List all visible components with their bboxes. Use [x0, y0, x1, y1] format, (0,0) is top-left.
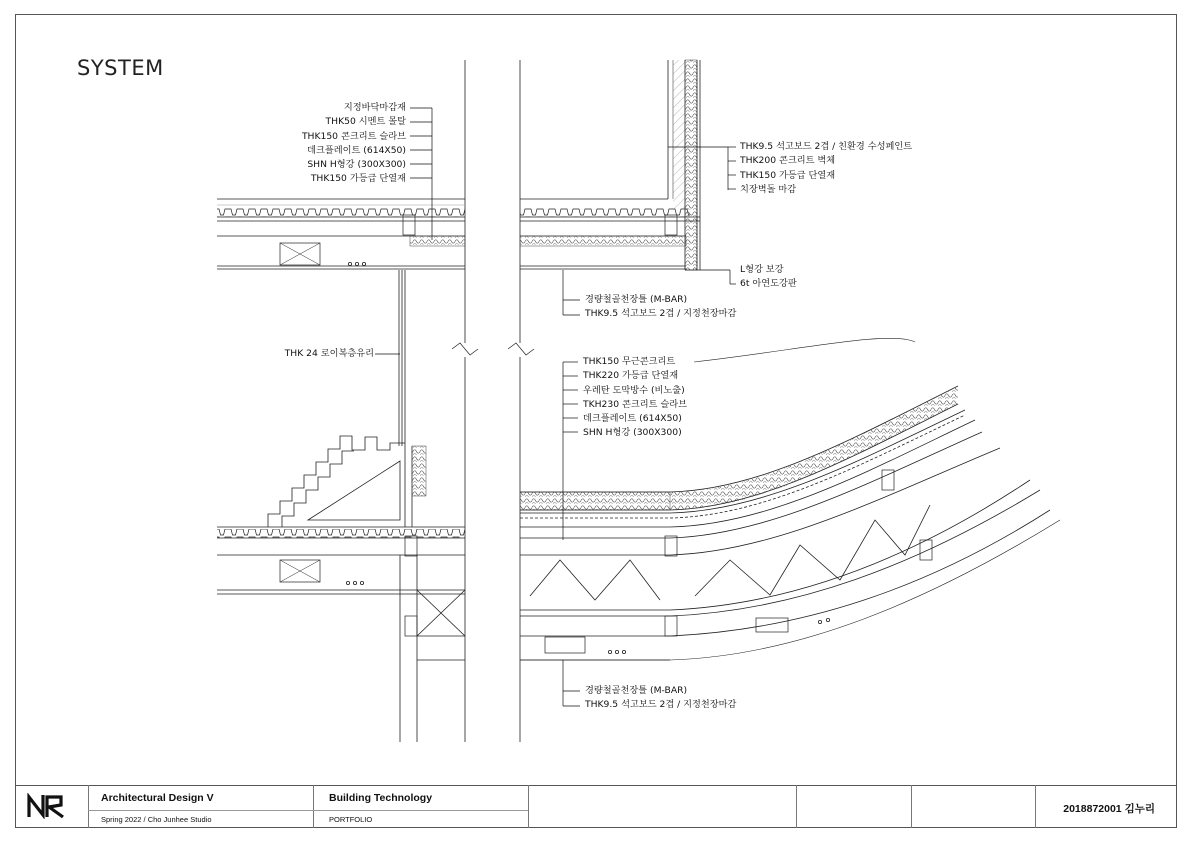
- upper-ceiling-annotations: [585, 293, 736, 322]
- annotation-line: 데크플레이트 (614X50): [583, 413, 682, 425]
- wall-annotations: [740, 140, 912, 197]
- title-block-top-border: [15, 785, 1177, 786]
- annotation-line: THK 24 로이복층유리: [284, 348, 374, 359]
- course-semester: Spring 2022 / Cho Junhee Studio: [101, 815, 212, 824]
- page-title: SYSTEM: [77, 56, 164, 80]
- student-id-name: 2018872001 김누리: [1063, 803, 1155, 815]
- annotation-line: THK220 가등급 단열재: [583, 370, 679, 382]
- annotation-line: 지정바닥마감재: [343, 102, 406, 113]
- annotation-line: TKH230 콘크리트 슬라브: [583, 398, 688, 410]
- annotation-line: THK50 시멘트 몰탈: [325, 116, 406, 128]
- annotation-line: THK150 가등급 단열재: [310, 173, 406, 185]
- title-block-divider: [528, 785, 529, 828]
- annotation-line: 경량철골천장틀 (M-BAR): [585, 294, 688, 305]
- title-block-divider: [796, 785, 797, 828]
- annotation-line: THK9.5 석고보드 2겹 / 지정천장마감: [585, 308, 737, 320]
- title-block-rule: [88, 810, 528, 811]
- annotation-line: 우레탄 도막방수 (비노출): [583, 384, 685, 396]
- course-name: Architectural Design V: [101, 792, 214, 804]
- annotation-line: SHN H형강 (300X300): [307, 159, 406, 171]
- title-block-divider: [1035, 785, 1036, 828]
- annotation-line: 치장벽돌 마감: [740, 183, 797, 195]
- document-type: PORTFOLIO: [329, 815, 373, 824]
- annotation-line: THK150 가등급 단열재: [740, 169, 836, 181]
- steel-angle-annotations: [740, 263, 797, 292]
- annotation-line: 경량철골천장틀 (M-BAR): [585, 685, 688, 696]
- glass-annotation: [285, 347, 374, 361]
- annotation-line: THK200 콘크리트 벽체: [740, 155, 836, 167]
- subject-name: Building Technology: [329, 792, 433, 804]
- title-block-divider: [88, 785, 89, 828]
- annotation-line: THK150 무근콘크리트: [583, 356, 676, 367]
- upper-floor-annotations: [302, 101, 406, 187]
- annotation-line: L형강 보강: [740, 264, 784, 275]
- title-block-divider: [911, 785, 912, 828]
- annotation-line: THK150 콘크리트 슬라브: [301, 130, 406, 142]
- lower-ceiling-annotations: [585, 684, 736, 713]
- annotation-line: 데크플레이트 (614X50): [307, 144, 406, 156]
- annotation-line: THK9.5 석고보드 2겹 / 지정천장마감: [585, 699, 737, 711]
- title-block-divider: [313, 785, 314, 828]
- studio-logo-mark: [27, 793, 67, 823]
- annotation-line: SHN H형강 (300X300): [583, 427, 682, 439]
- roof-annotations: [583, 355, 687, 441]
- annotation-line: THK9.5 석고보드 2겹 / 친환경 수성페인트: [740, 141, 913, 152]
- annotation-line: 6t 아연도강판: [740, 278, 797, 290]
- title-block: [15, 785, 1177, 828]
